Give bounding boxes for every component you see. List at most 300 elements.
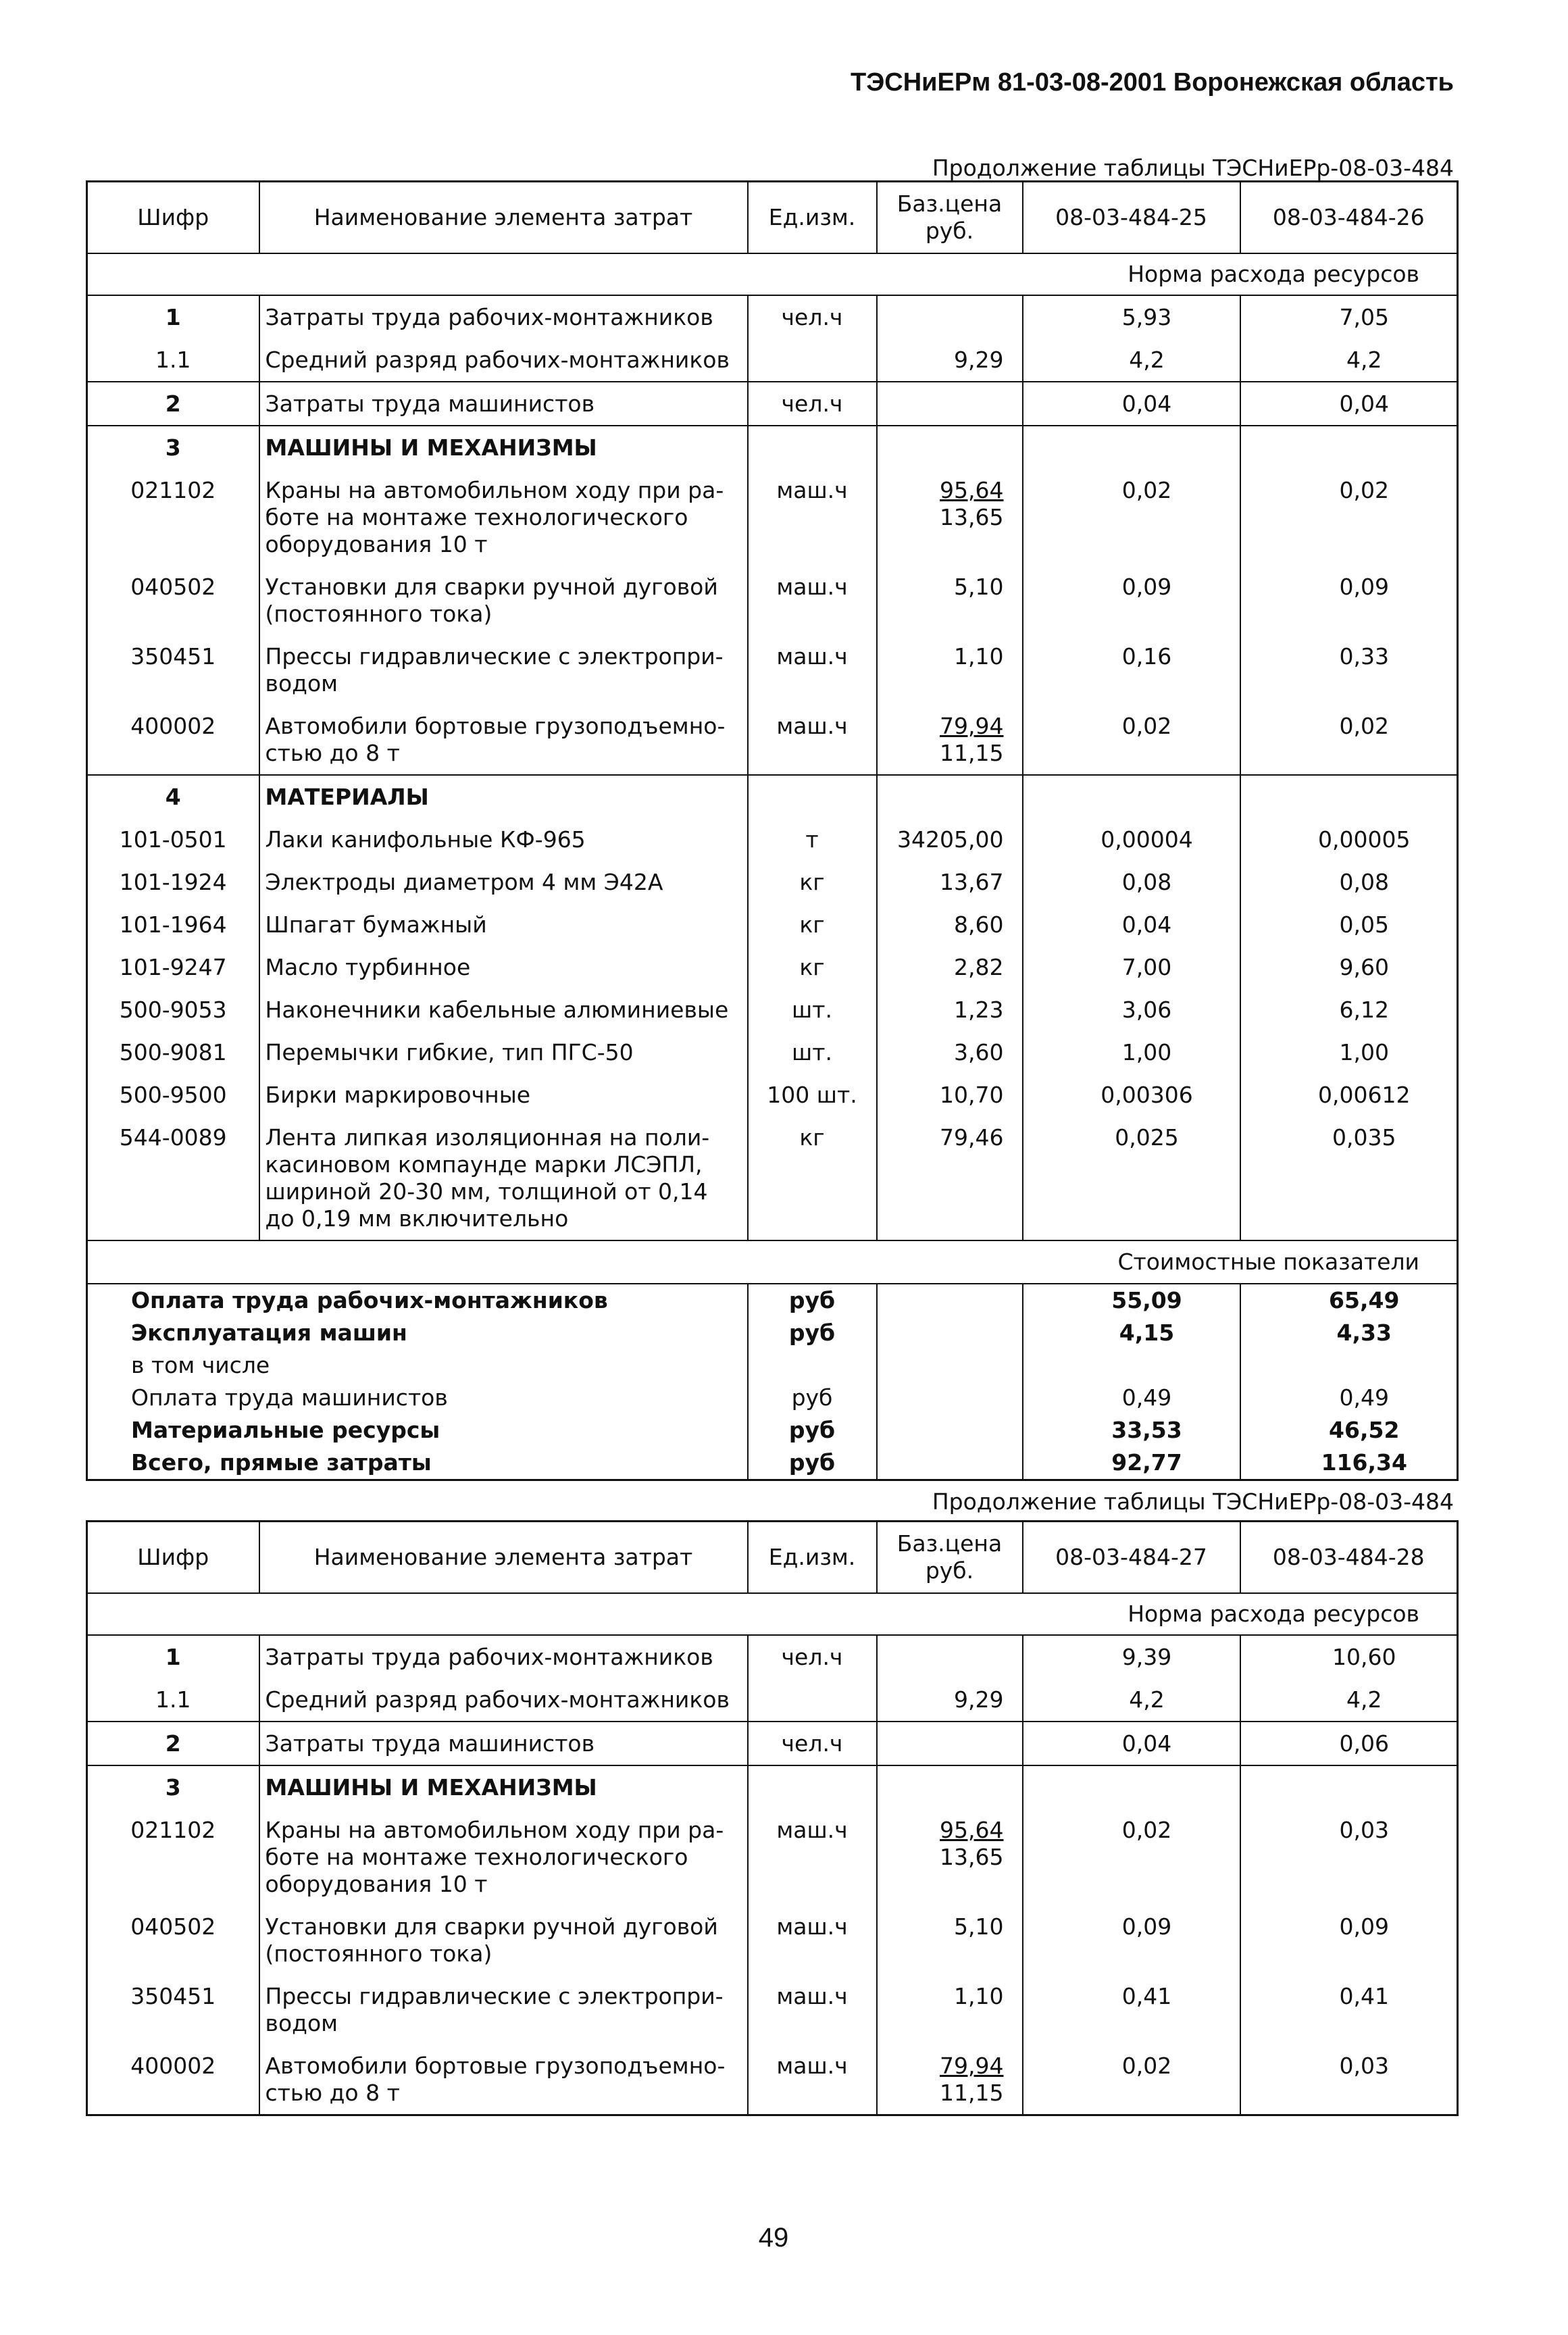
price-line: 5,10	[954, 574, 1004, 600]
table-row	[87, 1678, 1458, 1722]
name-line: Масло турбинное	[265, 954, 471, 980]
column-header: Шифр	[87, 182, 259, 254]
name-line: стью до 8 т	[265, 740, 400, 766]
cost-row	[87, 1284, 1458, 1317]
value-cell	[1240, 775, 1458, 818]
value-cell: 0,02	[1240, 469, 1458, 566]
table-row	[87, 1905, 1458, 1975]
price-line: 8,60	[954, 911, 1004, 938]
code-cell: 3	[87, 426, 259, 469]
value-cell: 0,04	[1240, 382, 1458, 426]
value-cell: 0,04	[1023, 382, 1240, 426]
unit-cell: маш.ч	[748, 2044, 877, 2115]
name-line: Бирки маркировочные	[265, 1082, 531, 1108]
table-caption: Продолжение таблицы ТЭСНиЕРр-08-03-484	[932, 155, 1454, 181]
value-cell	[1240, 1349, 1458, 1382]
code-cell: 1	[87, 1635, 259, 1678]
name-cell	[259, 338, 748, 382]
unit-cell: кг	[748, 1116, 877, 1240]
code-cell: 021102	[87, 1809, 259, 1905]
value-cell: 0,33	[1240, 635, 1458, 705]
price-cell	[877, 1116, 1023, 1240]
value-cell: 0,09	[1023, 566, 1240, 635]
value-cell: 0,02	[1023, 2044, 1240, 2115]
name-cell	[259, 426, 748, 469]
column-header-line: Баз.цена	[896, 191, 1003, 217]
table-caption: Продолжение таблицы ТЭСНиЕРр-08-03-484	[932, 1488, 1454, 1515]
page-number: 49	[758, 2223, 789, 2253]
value-cell: 0,49	[1023, 1382, 1240, 1414]
unit-cell: чел.ч	[748, 382, 877, 426]
unit-cell: чел.ч	[748, 295, 877, 338]
value-cell: 0,00306	[1023, 1074, 1240, 1116]
name-line: (постоянного тока)	[265, 601, 492, 627]
price-line: 5,10	[954, 1913, 1004, 1940]
unit-cell: маш.ч	[748, 1975, 877, 2044]
unit-cell: кг	[748, 946, 877, 988]
cost-label: Оплата труда машинистов	[87, 1382, 748, 1414]
name-cell	[259, 2044, 748, 2115]
cost-label: Всего, прямые затраты	[87, 1447, 748, 1480]
value-cell: 0,03	[1240, 1809, 1458, 1905]
value-cell: 4,15	[1023, 1317, 1240, 1349]
unit-cell: маш.ч	[748, 1905, 877, 1975]
cost-label: Оплата труда рабочих-монтажников	[87, 1284, 748, 1317]
name-line: шириной 20-30 мм, толщиной от 0,14	[265, 1178, 708, 1205]
table-row	[87, 705, 1458, 775]
cost-heading: Стоимостные показатели	[87, 1240, 1458, 1284]
table-row	[87, 903, 1458, 946]
document-header-title: ТЭСНиЕРм 81-03-08-2001 Воронежская область	[851, 68, 1454, 97]
table-row	[87, 382, 1458, 426]
table-row	[87, 1809, 1458, 1905]
price-cell	[877, 988, 1023, 1031]
price-cell	[877, 2044, 1023, 2115]
table-row	[87, 469, 1458, 566]
value-cell: 4,2	[1023, 1678, 1240, 1722]
value-cell: 4,33	[1240, 1317, 1458, 1349]
price-cell	[877, 1678, 1023, 1722]
name-cell	[259, 1905, 748, 1975]
column-header: Наименование элемента затрат	[259, 1522, 748, 1594]
code-cell: 021102	[87, 469, 259, 566]
column-header: Наименование элемента затрат	[259, 182, 748, 254]
header-row	[87, 182, 1458, 254]
value-cell: 0,06	[1240, 1722, 1458, 1765]
name-line: Средний разряд рабочих-монтажников	[265, 347, 730, 373]
value-cell: 0,00612	[1240, 1074, 1458, 1116]
code-cell: 040502	[87, 1905, 259, 1975]
name-line: (постоянного тока)	[265, 1940, 492, 1967]
unit-cell: маш.ч	[748, 705, 877, 775]
code-cell: 1.1	[87, 1678, 259, 1722]
code-cell: 500-9081	[87, 1031, 259, 1074]
unit-cell	[748, 775, 877, 818]
unit-cell	[748, 1765, 877, 1809]
name-line: МАШИНЫ И МЕХАНИЗМЫ	[265, 1774, 597, 1801]
price-cell	[877, 1975, 1023, 2044]
name-cell	[259, 903, 748, 946]
unit-cell: чел.ч	[748, 1722, 877, 1765]
price-cell	[877, 469, 1023, 566]
cost-row	[87, 1382, 1458, 1414]
price-line: 1,23	[954, 997, 1004, 1023]
value-cell: 7,05	[1240, 295, 1458, 338]
table-row	[87, 1074, 1458, 1116]
value-cell: 0,16	[1023, 635, 1240, 705]
price-cell	[877, 1635, 1023, 1678]
code-cell: 2	[87, 382, 259, 426]
cost-row	[87, 1317, 1458, 1349]
column-header: 08-03-484-26	[1240, 182, 1458, 254]
code-cell: 544-0089	[87, 1116, 259, 1240]
name-line: боте на монтаже технологического	[265, 504, 688, 530]
unit-cell: руб	[748, 1284, 877, 1317]
price-cell	[877, 382, 1023, 426]
norm-label: Норма расхода ресурсов	[87, 1593, 1458, 1635]
name-cell	[259, 469, 748, 566]
price-cell	[877, 818, 1023, 861]
name-cell	[259, 705, 748, 775]
name-cell	[259, 946, 748, 988]
cost-row	[87, 1447, 1458, 1480]
price-line: 3,60	[954, 1039, 1004, 1065]
value-cell: 4,2	[1023, 338, 1240, 382]
name-cell	[259, 775, 748, 818]
unit-cell: шт.	[748, 1031, 877, 1074]
section-row	[87, 1765, 1458, 1809]
value-cell	[1023, 775, 1240, 818]
name-line: Лаки канифольные КФ-965	[265, 826, 586, 853]
column-header-line: руб.	[925, 1557, 974, 1584]
value-cell: 3,06	[1023, 988, 1240, 1031]
value-cell: 4,2	[1240, 338, 1458, 382]
name-line: Прессы гидравлические с электропри-	[265, 1983, 724, 2009]
name-line: оборудования 10 т	[265, 531, 488, 557]
table-row	[87, 818, 1458, 861]
price-line: 13,67	[940, 869, 1004, 895]
value-cell: 9,39	[1023, 1635, 1240, 1678]
value-cell: 10,60	[1240, 1635, 1458, 1678]
value-cell	[1023, 426, 1240, 469]
cost-label: Материальные ресурсы	[87, 1414, 748, 1447]
column-header: 08-03-484-27	[1023, 1522, 1240, 1594]
name-cell	[259, 635, 748, 705]
name-cell	[259, 1635, 748, 1678]
price-cell	[877, 1074, 1023, 1116]
code-cell: 2	[87, 1722, 259, 1765]
price-cell	[877, 946, 1023, 988]
unit-cell: кг	[748, 861, 877, 903]
name-cell	[259, 1975, 748, 2044]
table-row	[87, 1635, 1458, 1678]
unit-cell: 100 шт.	[748, 1074, 877, 1116]
name-line: Автомобили бортовые грузоподъемно-	[265, 2053, 726, 2079]
name-cell	[259, 1765, 748, 1809]
value-cell: 1,00	[1023, 1031, 1240, 1074]
unit-cell: маш.ч	[748, 469, 877, 566]
value-cell: 0,09	[1023, 1905, 1240, 1975]
name-line: Автомобили бортовые грузоподъемно-	[265, 713, 726, 739]
name-line: Электроды диаметром 4 мм Э42А	[265, 869, 663, 895]
unit-cell: руб	[748, 1382, 877, 1414]
value-cell	[1240, 426, 1458, 469]
code-cell: 500-9500	[87, 1074, 259, 1116]
value-cell	[1023, 1765, 1240, 1809]
value-cell: 55,09	[1023, 1284, 1240, 1317]
price-line: 9,29	[954, 347, 1004, 373]
price-cell	[877, 426, 1023, 469]
name-cell	[259, 861, 748, 903]
price-cell	[877, 705, 1023, 775]
name-cell	[259, 295, 748, 338]
cost-row	[87, 1414, 1458, 1447]
table-row	[87, 988, 1458, 1031]
price-cell	[877, 295, 1023, 338]
value-cell: 116,34	[1240, 1447, 1458, 1480]
code-cell: 400002	[87, 705, 259, 775]
cost-heading-row	[87, 1240, 1458, 1284]
price-line: 13,65	[940, 1844, 1004, 1870]
code-cell: 1	[87, 295, 259, 338]
price-line: 79,94	[940, 713, 1004, 739]
name-line: Затраты труда рабочих-монтажников	[265, 1644, 713, 1670]
code-cell: 101-0501	[87, 818, 259, 861]
price-cell	[877, 1447, 1023, 1480]
section-row	[87, 775, 1458, 818]
table-row	[87, 635, 1458, 705]
value-cell: 0,02	[1240, 705, 1458, 775]
unit-cell: чел.ч	[748, 1635, 877, 1678]
value-cell: 0,02	[1023, 705, 1240, 775]
price-line: 95,64	[940, 1817, 1004, 1843]
code-cell: 400002	[87, 2044, 259, 2115]
name-line: Краны на автомобильном ходу при ра-	[265, 477, 724, 503]
code-cell: 350451	[87, 635, 259, 705]
name-line: Прессы гидравлические с электропри-	[265, 643, 724, 670]
name-line: боте на монтаже технологического	[265, 1844, 688, 1870]
name-line: Установки для сварки ручной дуговой	[265, 574, 718, 600]
section-row	[87, 426, 1458, 469]
code-cell: 101-9247	[87, 946, 259, 988]
unit-cell: маш.ч	[748, 566, 877, 635]
price-cell	[877, 566, 1023, 635]
column-header: Ед.изм.	[748, 1522, 877, 1594]
column-header: 08-03-484-25	[1023, 182, 1240, 254]
price-line: 13,65	[940, 504, 1004, 530]
value-cell: 0,00005	[1240, 818, 1458, 861]
name-line: Затраты труда рабочих-монтажников	[265, 304, 713, 330]
name-line: МАШИНЫ И МЕХАНИЗМЫ	[265, 434, 597, 461]
price-line: 79,46	[940, 1124, 1004, 1151]
name-cell	[259, 818, 748, 861]
price-cell	[877, 1317, 1023, 1349]
unit-cell	[748, 1678, 877, 1722]
name-cell	[259, 1031, 748, 1074]
value-cell: 65,49	[1240, 1284, 1458, 1317]
name-line: Перемычки гибкие, тип ПГС-50	[265, 1039, 634, 1065]
column-header: Ед.изм.	[748, 182, 877, 254]
code-cell: 040502	[87, 566, 259, 635]
name-cell	[259, 1678, 748, 1722]
price-cell	[877, 1349, 1023, 1382]
code-cell: 1.1	[87, 338, 259, 382]
table-row	[87, 861, 1458, 903]
unit-cell: руб	[748, 1447, 877, 1480]
name-line: стью до 8 т	[265, 2080, 400, 2106]
name-line: Затраты труда машинистов	[265, 1730, 595, 1757]
value-cell: 0,03	[1240, 2044, 1458, 2115]
name-cell	[259, 382, 748, 426]
name-cell	[259, 988, 748, 1031]
norm-label: Норма расхода ресурсов	[87, 253, 1458, 295]
unit-cell: шт.	[748, 988, 877, 1031]
unit-cell: т	[748, 818, 877, 861]
unit-cell	[748, 338, 877, 382]
name-line: Лента липкая изоляционная на поли-	[265, 1124, 710, 1151]
name-line: МАТЕРИАЛЫ	[265, 784, 429, 810]
value-cell: 0,08	[1240, 861, 1458, 903]
name-cell	[259, 1722, 748, 1765]
value-cell: 92,77	[1023, 1447, 1240, 1480]
value-cell: 5,93	[1023, 295, 1240, 338]
value-cell: 0,04	[1023, 903, 1240, 946]
value-cell: 6,12	[1240, 988, 1458, 1031]
column-header-line: Баз.цена	[896, 1530, 1003, 1557]
column-header-line: руб.	[925, 218, 974, 244]
price-line: 10,70	[940, 1082, 1004, 1108]
price-cell	[877, 1284, 1023, 1317]
value-cell: 0,02	[1023, 1809, 1240, 1905]
name-cell	[259, 566, 748, 635]
price-cell	[877, 903, 1023, 946]
column-header	[877, 1522, 1023, 1594]
code-cell: 350451	[87, 1975, 259, 2044]
price-cell	[877, 1765, 1023, 1809]
cost-label: в том числе	[87, 1349, 748, 1382]
header-row	[87, 1522, 1458, 1594]
price-cell	[877, 1809, 1023, 1905]
name-line: Средний разряд рабочих-монтажников	[265, 1686, 730, 1713]
price-line: 1,10	[954, 643, 1004, 670]
price-line: 95,64	[940, 477, 1004, 503]
code-cell: 500-9053	[87, 988, 259, 1031]
price-cell	[877, 1722, 1023, 1765]
price-line: 9,29	[954, 1686, 1004, 1713]
cost-label: Эксплуатация машин	[87, 1317, 748, 1349]
norm-row	[87, 253, 1458, 295]
price-cell	[877, 1414, 1023, 1447]
code-cell: 101-1924	[87, 861, 259, 903]
value-cell: 0,08	[1023, 861, 1240, 903]
value-cell: 0,02	[1023, 469, 1240, 566]
unit-cell: руб	[748, 1317, 877, 1349]
unit-cell: маш.ч	[748, 635, 877, 705]
value-cell: 0,05	[1240, 903, 1458, 946]
code-cell: 4	[87, 775, 259, 818]
value-cell: 0,09	[1240, 1905, 1458, 1975]
price-cell	[877, 861, 1023, 903]
name-cell	[259, 1116, 748, 1240]
value-cell: 1,00	[1240, 1031, 1458, 1074]
code-cell: 101-1964	[87, 903, 259, 946]
table-row	[87, 338, 1458, 382]
value-cell: 7,00	[1023, 946, 1240, 988]
name-line: водом	[265, 670, 338, 697]
price-cell	[877, 635, 1023, 705]
price-line: 1,10	[954, 1983, 1004, 2009]
name-line: Установки для сварки ручной дуговой	[265, 1913, 718, 1940]
value-cell: 0,41	[1240, 1975, 1458, 2044]
name-cell	[259, 1074, 748, 1116]
value-cell: 9,60	[1240, 946, 1458, 988]
table-row	[87, 295, 1458, 338]
norm-row	[87, 1593, 1458, 1635]
unit-cell	[748, 426, 877, 469]
cost-row	[87, 1349, 1458, 1382]
column-header: Шифр	[87, 1522, 259, 1594]
unit-cell: кг	[748, 903, 877, 946]
name-line: Затраты труда машинистов	[265, 391, 595, 417]
value-cell: 46,52	[1240, 1414, 1458, 1447]
price-line: 11,15	[940, 740, 1004, 766]
value-cell: 0,035	[1240, 1116, 1458, 1240]
column-header: 08-03-484-28	[1240, 1522, 1458, 1594]
name-line: Шпагат бумажный	[265, 911, 487, 938]
price-cell	[877, 338, 1023, 382]
name-line: оборудования 10 т	[265, 1871, 488, 1897]
price-cell	[877, 775, 1023, 818]
price-line: 79,94	[940, 2053, 1004, 2079]
resource-table-1	[86, 180, 1459, 1481]
value-cell: 4,2	[1240, 1678, 1458, 1722]
table-row	[87, 1031, 1458, 1074]
name-line: касиновом компаунде марки ЛСЭПЛ,	[265, 1151, 703, 1178]
value-cell: 0,00004	[1023, 818, 1240, 861]
name-line: Наконечники кабельные алюминиевые	[265, 997, 729, 1023]
value-cell: 0,41	[1023, 1975, 1240, 2044]
price-cell	[877, 1905, 1023, 1975]
table-row	[87, 2044, 1458, 2115]
price-line: 2,82	[954, 954, 1004, 980]
value-cell: 33,53	[1023, 1414, 1240, 1447]
name-cell	[259, 1809, 748, 1905]
column-header	[877, 182, 1023, 254]
name-line: водом	[265, 2010, 338, 2036]
table-row	[87, 1722, 1458, 1765]
price-cell	[877, 1382, 1023, 1414]
value-cell: 0,025	[1023, 1116, 1240, 1240]
name-line: Краны на автомобильном ходу при ра-	[265, 1817, 724, 1843]
resource-table-2	[86, 1520, 1459, 2116]
price-line: 34205,00	[897, 826, 1004, 853]
table-row	[87, 566, 1458, 635]
table-row	[87, 1116, 1458, 1240]
price-line: 11,15	[940, 2080, 1004, 2106]
unit-cell: маш.ч	[748, 1809, 877, 1905]
value-cell	[1240, 1765, 1458, 1809]
table-row	[87, 1975, 1458, 2044]
name-line: до 0,19 мм включительно	[265, 1205, 569, 1232]
unit-cell: руб	[748, 1414, 877, 1447]
value-cell: 0,09	[1240, 566, 1458, 635]
code-cell: 3	[87, 1765, 259, 1809]
value-cell	[1023, 1349, 1240, 1382]
value-cell: 0,04	[1023, 1722, 1240, 1765]
price-cell	[877, 1031, 1023, 1074]
value-cell: 0,49	[1240, 1382, 1458, 1414]
table-row	[87, 946, 1458, 988]
